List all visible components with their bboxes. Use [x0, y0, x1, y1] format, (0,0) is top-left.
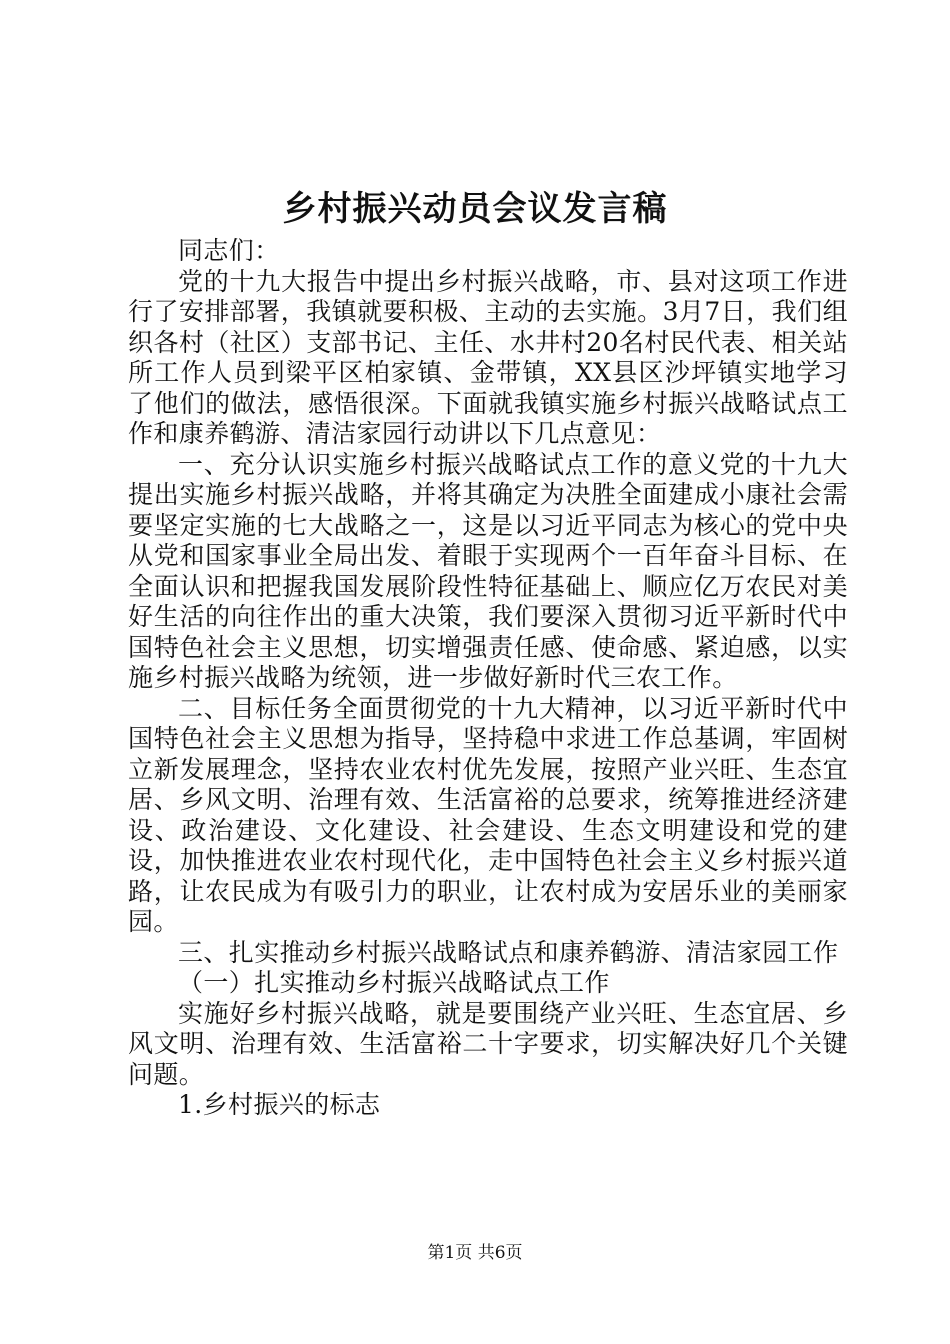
- paragraph-section-1: 一、充分认识实施乡村振兴战略试点工作的意义党的十九大提出实施乡村振兴战略，并将其确定为决胜全面建成小康社会需要坚定实施的七大战略之一，这是以习近平同志为核心的党中央从党和国家事业全局出发、着眼于实现两个一百年奋斗目标、在全面认识和把握我国发展阶段性特征基础上、顺应亿万农民对美好生活的向往作出的重大决策，我们要深入贯彻习近平新时代中国特色社会主义思想，切实增强责任感、使命感、紧迫感，以实施乡村振兴战略为统领，进一步做好新时代三农工作。: [128, 449, 848, 692]
- document-title: 乡村振兴动员会议发言稿: [282, 189, 668, 229]
- page-footer: 第1页 共6页: [427, 1243, 523, 1263]
- subsection-heading: （一）扎实推动乡村振兴战略试点工作: [178, 968, 610, 997]
- paragraph-section-3-heading: 三、扎实推动乡村振兴战略试点和康养鹤游、清洁家园工作: [178, 937, 839, 967]
- paragraph-section-2: 二、目标任务全面贯彻党的十九大精神，以习近平新时代中国特色社会主义思想为指导，坚持稳中求进工作总基调，牢固树立新发展理念，坚持农业农村优先发展，按照产业兴旺、生态宜居、乡风文明、治理有效、生活富裕的总要求，统筹推进经济建设、政治建设、文化建设、社会建设、生态文明建设和党的建设，加快推进农业农村现代化，走中国特色社会主义乡村振兴道路，让农民成为有吸引力的职业，让农村成为安居乐业的美丽家园。: [128, 693, 848, 936]
- paragraph-intro: 党的十九大报告中提出乡村振兴战略，市、县对这项工作进行了安排部署，我镇就要积极、主动的去实施。3月7日，我们组织各村（社区）支部书记、主任、水井村20名村民代表、相关站所工作人员到梁平区柏家镇、金带镇，XX县区沙坪镇实地学习了他们的做法，感悟很深。下面就我镇实施乡村振兴战略试点工作和康养鹤游、清洁家园行动讲以下几点意见：: [128, 266, 848, 448]
- paragraph-subsection-body: 实施好乡村振兴战略，就是要围绕产业兴旺、生态宜居、乡风文明、治理有效、生活富裕二十字要求，切实解决好几个关键问题。: [128, 998, 848, 1089]
- list-item-heading: 1.乡村振兴的标志: [178, 1090, 381, 1119]
- salutation: 同志们：: [178, 236, 280, 265]
- document-body: [128, 236, 848, 1121]
